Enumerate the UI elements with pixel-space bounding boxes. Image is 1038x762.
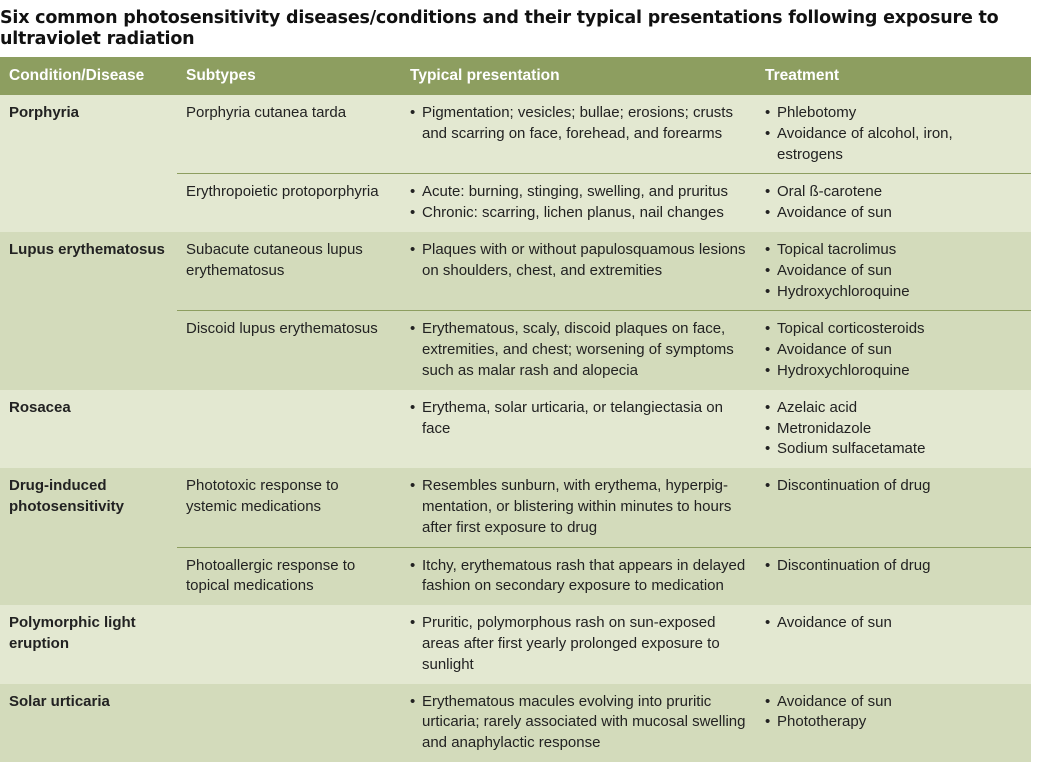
treatment-item: • Discontinuation of drug bbox=[765, 476, 1022, 497]
treatment-item: • Avoidance of sun bbox=[765, 261, 1022, 282]
table-row bbox=[0, 468, 1031, 547]
condition-cell: Rosacea bbox=[0, 390, 177, 468]
subtype-cell: Phototoxic response to ystemic medications bbox=[177, 468, 401, 547]
header-treatment: Treatment bbox=[756, 57, 1031, 95]
presentation-item: • Acute: burning, stinging, swelling, and pruritus bbox=[410, 182, 747, 203]
treatment-item: • Avoidance of sun bbox=[765, 613, 1022, 634]
treatment-item: • Avoidance of alcohol, iron, estrogens bbox=[765, 124, 1022, 166]
table-title: Six common photosensitivity diseases/conditions and their typical presentations following exposure to ultraviolet radiation bbox=[0, 8, 999, 49]
presentation-item: • Pigmentation; vesicles; bullae; erosions; crusts and scarring on face, forehead, and forearms bbox=[410, 103, 747, 145]
treatment-item: • Phototherapy bbox=[765, 712, 1022, 733]
presentation-item: • Resembles sunburn, with erythema, hyperpig-mentation, or blistering within minutes to hours after first exposure to drug bbox=[410, 476, 747, 538]
table-row bbox=[0, 95, 1031, 174]
photosensitivity-table bbox=[0, 57, 1031, 762]
treatment-cell bbox=[756, 174, 1031, 232]
table-row bbox=[0, 684, 1031, 762]
treatment-cell bbox=[756, 684, 1031, 762]
treatment-item: • Azelaic acid bbox=[765, 398, 1022, 419]
condition-cell: Lupus erythematosus bbox=[0, 232, 177, 390]
condition-cell: Drug-induced photosensitivity bbox=[0, 468, 177, 605]
subtype-cell: Discoid lupus erythematosus bbox=[177, 311, 401, 390]
treatment-cell bbox=[756, 605, 1031, 683]
treatment-item: • Topical corticosteroids bbox=[765, 319, 1022, 340]
table-body bbox=[0, 95, 1031, 762]
table-row bbox=[0, 232, 1031, 311]
presentation-cell bbox=[401, 547, 756, 605]
subtype-cell bbox=[177, 605, 401, 683]
presentation-cell bbox=[401, 390, 756, 468]
presentation-cell bbox=[401, 174, 756, 232]
presentation-cell bbox=[401, 605, 756, 683]
presentation-cell bbox=[401, 95, 756, 174]
header-row bbox=[0, 57, 1031, 95]
treatment-cell bbox=[756, 232, 1031, 311]
table-row bbox=[0, 605, 1031, 683]
treatment-item: • Topical tacrolimus bbox=[765, 240, 1022, 261]
treatment-cell bbox=[756, 311, 1031, 390]
treatment-cell bbox=[756, 468, 1031, 547]
treatment-item: • Discontinuation of drug bbox=[765, 556, 1022, 577]
treatment-item: • Phlebotomy bbox=[765, 103, 1022, 124]
presentation-item: • Erythema, solar urticaria, or telangiectasia on face bbox=[410, 398, 747, 440]
presentation-cell bbox=[401, 684, 756, 762]
treatment-item: • Oral ß-carotene bbox=[765, 182, 1022, 203]
presentation-item: • Pruritic, polymorphous rash on sun-exposed areas after first yearly prolonged exposure to sunlight bbox=[410, 613, 747, 675]
subtype-cell: Erythropoietic protoporphyria bbox=[177, 174, 401, 232]
subtype-cell: Photoallergic response to topical medications bbox=[177, 547, 401, 605]
presentation-item: • Plaques with or without papulosquamous lesions on shoulders, chest, and extremities bbox=[410, 240, 747, 282]
presentation-cell bbox=[401, 311, 756, 390]
header-subtypes: Subtypes bbox=[177, 57, 401, 95]
table-row bbox=[0, 390, 1031, 468]
condition-cell: Solar urticaria bbox=[0, 684, 177, 762]
treatment-cell bbox=[756, 390, 1031, 468]
treatment-cell bbox=[756, 547, 1031, 605]
treatment-item: • Avoidance of sun bbox=[765, 692, 1022, 713]
treatment-item: • Hydroxychloroquine bbox=[765, 361, 1022, 382]
header-presentation: Typical presentation bbox=[401, 57, 756, 95]
subtype-cell bbox=[177, 390, 401, 468]
condition-cell: Polymorphic light eruption bbox=[0, 605, 177, 683]
treatment-item: • Avoidance of sun bbox=[765, 340, 1022, 361]
presentation-cell bbox=[401, 468, 756, 547]
presentation-cell bbox=[401, 232, 756, 311]
subtype-cell bbox=[177, 684, 401, 762]
subtype-cell: Porphyria cutanea tarda bbox=[177, 95, 401, 174]
presentation-item: • Itchy, erythematous rash that appears in delayed fashion on secondary exposure to medication bbox=[410, 556, 747, 598]
presentation-item: • Erythematous macules evolving into pruritic urticaria; rarely associated with mucosal swelling and anaphylactic response bbox=[410, 692, 747, 754]
treatment-item: • Hydroxychloroquine bbox=[765, 282, 1022, 303]
condition-cell: Porphyria bbox=[0, 95, 177, 232]
presentation-item: • Chronic: scarring, lichen planus, nail changes bbox=[410, 203, 747, 224]
treatment-cell bbox=[756, 95, 1031, 174]
treatment-item: • Sodium sulfacetamate bbox=[765, 439, 1022, 460]
treatment-item: • Avoidance of sun bbox=[765, 203, 1022, 224]
subtype-cell: Subacute cutaneous lupus erythematosus bbox=[177, 232, 401, 311]
presentation-item: • Erythematous, scaly, discoid plaques on face, extremities, and chest; worsening of symptoms such as malar rash and alopecia bbox=[410, 319, 747, 381]
header-condition: Condition/Disease bbox=[0, 57, 177, 95]
treatment-item: • Metronidazole bbox=[765, 419, 1022, 440]
